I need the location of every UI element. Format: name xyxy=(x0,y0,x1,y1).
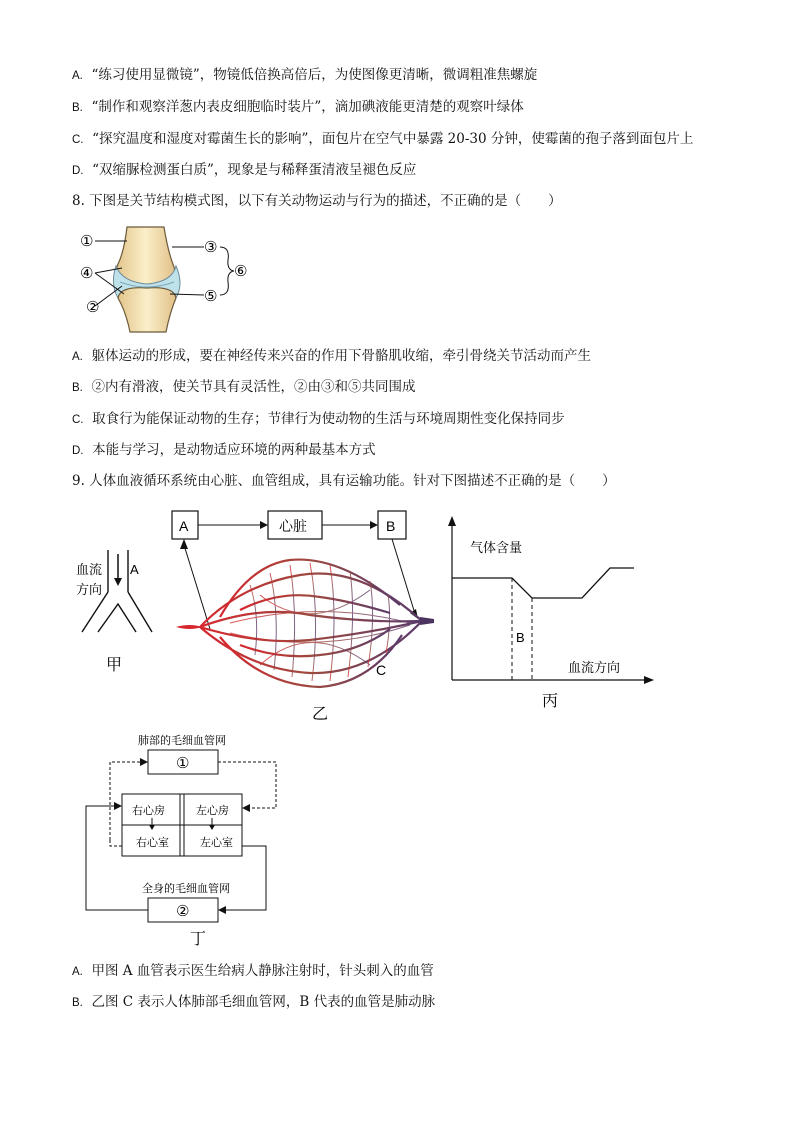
flow-text-2: 方向 xyxy=(76,582,103,597)
svg-text:A: A xyxy=(179,518,189,534)
option-text: 乙图 C 表示人体肺部毛细血管网，B 代表的血管是肺动脉 xyxy=(91,994,436,1010)
lower-bone xyxy=(118,288,176,332)
joint-diagram xyxy=(72,222,262,337)
x-axis-label: 血流方向 xyxy=(568,660,621,675)
caption-jia: 甲 xyxy=(106,657,123,674)
option-text: “双缩脲检测蛋白质”，现象是与稀释蛋清液呈褪色反应 xyxy=(92,162,417,178)
option-text: 取食行为能保证动物的生存；节律行为使动物的生活与环境周期性变化保持同步 xyxy=(92,411,565,427)
segment-b: B xyxy=(516,630,525,645)
caption-yi: 乙 xyxy=(312,706,329,723)
q8-option-a: A. 躯体运动的形成，要在神经传来兴奋的作用下骨骼肌收缩，牵引骨绕关节活动而产生 xyxy=(72,348,591,364)
label-4: ④ xyxy=(80,265,94,282)
label-3: ③ xyxy=(204,239,218,256)
capillary-network xyxy=(200,560,422,687)
q8-stem: 8. 下图是关节结构模式图，以下有关动物运动与行为的描述，不正确的是（ ） xyxy=(72,193,562,209)
vessel-label-a: A xyxy=(130,562,139,577)
option-text: 本能与学习，是动物适应环境的两种最基本方式 xyxy=(92,442,376,458)
q7-option-b: B. “制作和观察洋葱内表皮细胞临时装片”，滴加碘液能更清楚的观察叶绿体 xyxy=(72,99,524,115)
y-axis-label: 气体含量 xyxy=(470,540,523,555)
q7-option-d: D. “双缩脲检测蛋白质”，现象是与稀释蛋清液呈褪色反应 xyxy=(72,162,417,178)
option-text: ②内有滑液，使关节具有灵活性，②由③和⑤共同围成 xyxy=(91,379,416,395)
q8-option-b: B. ②内有滑液，使关节具有灵活性，②由③和⑤共同围成 xyxy=(72,379,416,395)
q9-stem: 9. 人体血液循环系统由心脏、血管组成，具有运输功能。针对下图描述不正确的是（ ） xyxy=(72,473,616,489)
label-2: ② xyxy=(86,299,100,316)
q8-option-d: D. 本能与学习，是动物适应环境的两种最基本方式 xyxy=(72,442,376,458)
figure-bing xyxy=(440,512,660,712)
flow-text-1: 血流 xyxy=(76,562,103,577)
option-text: “制作和观察洋葱内表皮细胞临时装片”，滴加碘液能更清楚的观察叶绿体 xyxy=(91,99,524,115)
label-c: C xyxy=(376,662,387,678)
q7-option-c: C. “探究温度和湿度对霉菌生长的影响”，面包片在空气中暴露 20-30 分钟，使霉菌的孢子落到面包片上 xyxy=(72,131,694,147)
gas-curve xyxy=(452,568,634,598)
svg-text:B: B xyxy=(386,518,396,534)
label-1: ① xyxy=(80,233,94,250)
label-6: ⑥ xyxy=(234,263,248,280)
right-ventricle: 右心室 xyxy=(136,837,169,849)
q9-option-a: A. 甲图 A 血管表示医生给病人静脉注射时，针头刺入的血管 xyxy=(72,963,434,979)
body-net-label: 全身的毛细血管网 xyxy=(142,883,230,895)
caption-ding: 丁 xyxy=(190,931,207,948)
left-ventricle: 左心室 xyxy=(200,837,233,849)
figure-yi xyxy=(170,505,440,725)
q8-option-c: C. 取食行为能保证动物的生存；节律行为使动物的生活与环境周期性变化保持同步 xyxy=(72,411,565,427)
caption-bing: 丙 xyxy=(542,693,559,710)
figure-ding xyxy=(80,730,280,950)
flow-arrow-head xyxy=(114,578,122,586)
q9-option-b: B. 乙图 C 表示人体肺部毛细血管网，B 代表的血管是肺动脉 xyxy=(72,994,436,1010)
svg-text:①: ① xyxy=(176,755,190,772)
option-text: 甲图 A 血管表示医生给病人静脉注射时，针头刺入的血管 xyxy=(91,963,434,979)
right-atrium: 右心房 xyxy=(132,805,165,817)
figure-jia xyxy=(72,548,162,678)
option-text: 躯体运动的形成，要在神经传来兴奋的作用下骨骼肌收缩，牵引骨绕关节活动而产生 xyxy=(91,348,591,364)
option-text: “探究温度和湿度对霉菌生长的影响”，面包片在空气中暴露 20-30 分钟，使霉菌的孢子落到面包片上 xyxy=(92,131,694,147)
lung-net-label: 肺部的毛细血管网 xyxy=(138,735,226,747)
q7-option-a: A. “练习使用显微镜”，物镜低倍换高倍后，为使图像更清晰，微调粗准焦螺旋 xyxy=(72,67,538,83)
svg-text:心脏: 心脏 xyxy=(279,518,307,534)
option-text: “练习使用显微镜”，物镜低倍换高倍后，为使图像更清晰，微调粗准焦螺旋 xyxy=(91,67,538,83)
label-5: ⑤ xyxy=(204,288,218,305)
left-atrium: 左心房 xyxy=(196,805,229,817)
svg-text:②: ② xyxy=(176,903,190,920)
